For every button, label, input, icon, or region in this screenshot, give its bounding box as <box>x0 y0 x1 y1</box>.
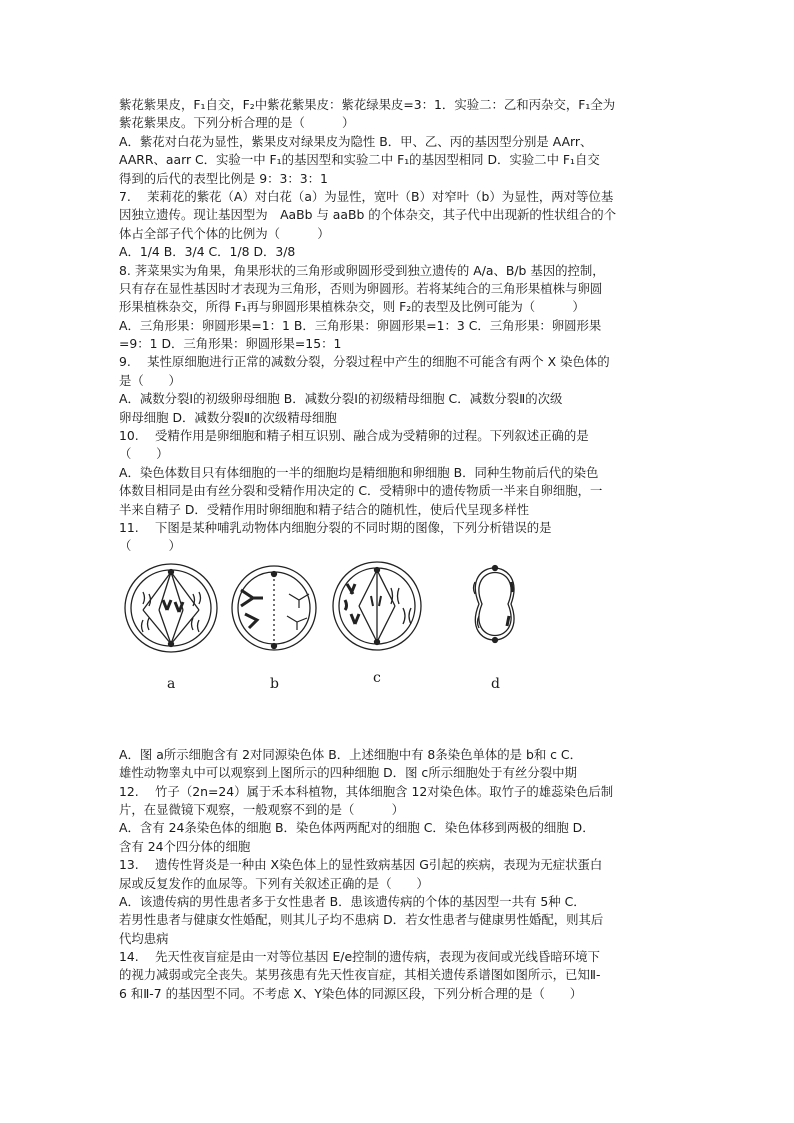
text-line: 形果植株杂交，所得 F₁再与卵圆形果植株杂交，则 F₂的表型及比例可能为（ ） <box>119 299 585 315</box>
cell-a-diagram <box>125 564 217 652</box>
text-line: A．减数分裂Ⅰ的初级卵母细胞 B．减数分裂Ⅰ的初级精母细胞 C．减数分裂Ⅱ的次级 <box>119 391 563 407</box>
questions-part-1 <box>119 96 679 556</box>
text-line: A．紫花对白花为显性，紫果皮对绿果皮为隐性 B．甲、乙、丙的基因型分别是 AArr、 <box>119 133 593 149</box>
text-line: 7. 茉莉花的紫花（A）对白花（a）为显性，宽叶（B）对窄叶（b）为显性，两对等位基 <box>119 188 614 204</box>
cell-division-figure <box>119 560 679 710</box>
cell-c-diagram <box>333 562 421 650</box>
text-line: 体数目相同是由有丝分裂和受精作用决定的 C．受精卵中的遗传物质一半来自卵细胞，一 <box>119 483 603 499</box>
text-line: A．图 a所示细胞含有 2对同源染色体 B．上述细胞中有 8条染色单体的是 b和 c C． <box>119 746 582 762</box>
text-line: A．1/4 B．3/4 C．1/8 D．3/8 <box>119 244 296 260</box>
text-line: 若男性患者与健康女性婚配，则其儿子均不患病 D．若女性患者与健康男性婚配，则其后 <box>119 912 604 928</box>
text-line: 半来自精子 D．受精作用时卵细胞和精子结合的随机性，使后代呈现多样性 <box>119 501 529 517</box>
text-line: 9. 某性原细胞进行正常的减数分裂，分裂过程中产生的细胞不可能含有两个 X 染色体的 <box>119 354 610 370</box>
figure-label-c: c <box>373 669 381 686</box>
text-line: 的视力减弱或完全丧失。某男孩患有先天性夜盲症，其相关遗传系谱图如图所示，已知Ⅱ- <box>119 967 601 983</box>
text-line: 11. 下图是某种哺乳动物体内细胞分裂的不同时期的图像，下列分析错误的是 <box>119 519 552 535</box>
text-line: A．三角形果：卵圆形果=1：1 B．三角形果：卵圆形果=1：3 C．三角形果：卵圆形果 <box>119 317 602 333</box>
exam-page <box>119 96 679 1003</box>
figure-label-b: b <box>270 675 279 692</box>
text-line: 片，在显微镜下观察，一般观察不到的是（ ） <box>119 801 404 817</box>
text-line: 12. 竹子（2n=24）属于禾本科植物，其体细胞含 12对染色体。取竹子的雄蕊染色后制 <box>119 783 614 799</box>
text-line: A．含有 24条染色体的细胞 B．染色体两两配对的细胞 C．染色体移到两极的细胞 D． <box>119 820 595 836</box>
figure-label-a: a <box>167 675 176 692</box>
text-line: 8. 荠菜果实为角果，角果形状的三角形或卵圆形受到独立遗传的 A/a、B/b 基因的控制， <box>119 262 605 278</box>
text-line: （ ） <box>119 538 181 554</box>
text-line: 得到的后代的表型比例是 9：3：3：1 <box>119 170 328 186</box>
text-line: （ ） <box>119 446 169 462</box>
text-line: 代均患病 <box>119 930 169 946</box>
text-line: A．该遗传病的男性患者多于女性患者 B．患该遗传病的个体的基因型一共有 5种 C． <box>119 893 586 909</box>
text-line: AARR、aarr C．实验一中 F₁的基因型和实验二中 F₁的基因型相同 D．实验二中 F₁自交 <box>119 152 600 168</box>
text-line: 尿或反复发作的血尿等。下列有关叙述正确的是（ ） <box>119 875 429 891</box>
text-line: 6 和Ⅱ-7 的基因型不同。不考虑 X、Y染色体的同源区段，下列分析合理的是（ ） <box>119 985 583 1001</box>
questions-part-2 <box>119 746 679 1003</box>
text-line: 雄性动物睾丸中可以观察到上图所示的四种细胞 D．图 c所示细胞处于有丝分裂中期 <box>119 765 577 781</box>
text-line: 紫花紫果皮，F₁自交，F₂中紫花紫果皮：紫花绿果皮=3：1．实验二：乙和丙杂交，F₁全为 <box>119 97 616 112</box>
text-line: 卵母细胞 D．减数分裂Ⅱ的次级精母细胞 <box>119 409 337 425</box>
text-line: 含有 24个四分体的细胞 <box>119 838 251 854</box>
cell-diagrams <box>119 560 679 710</box>
text-line: 13. 遗传性肾炎是一种由 X染色体上的显性致病基因 G引起的疾病，表现为无症状蛋白 <box>119 857 603 873</box>
text-line: A．染色体数目只有体细胞的一半的细胞均是精细胞和卵细胞 B．同种生物前后代的染色 <box>119 464 599 480</box>
text-line: 14. 先天性夜盲症是由一对等位基因 E/e控制的遗传病，表现为夜间或光线昏暗环境下 <box>119 949 600 965</box>
cell-b-diagram <box>232 566 316 650</box>
text-line: 体占全部子代个体的比例为（ ） <box>119 225 330 241</box>
text-line: 10. 受精作用是卵细胞和精子相互识别、融合成为受精卵的过程。下列叙述正确的是 <box>119 428 589 444</box>
text-line: 紫花紫果皮。下列分析合理的是（ ） <box>119 115 355 131</box>
text-line: 是（ ） <box>119 372 181 388</box>
cell-d-diagram <box>474 565 514 642</box>
text-line: 只有存在显性基因时才表现为三角形，否则为卵圆形。若将某纯合的三角形果植株与卵圆 <box>119 280 603 296</box>
text-line: =9：1 D．三角形果：卵圆形果=15：1 <box>119 336 342 352</box>
figure-label-d: d <box>491 675 500 692</box>
text-line: 因独立遗传。现让基因型为 AaBb 与 aaBb 的个体杂交，其子代中出现新的性状组合的个 <box>119 207 617 223</box>
